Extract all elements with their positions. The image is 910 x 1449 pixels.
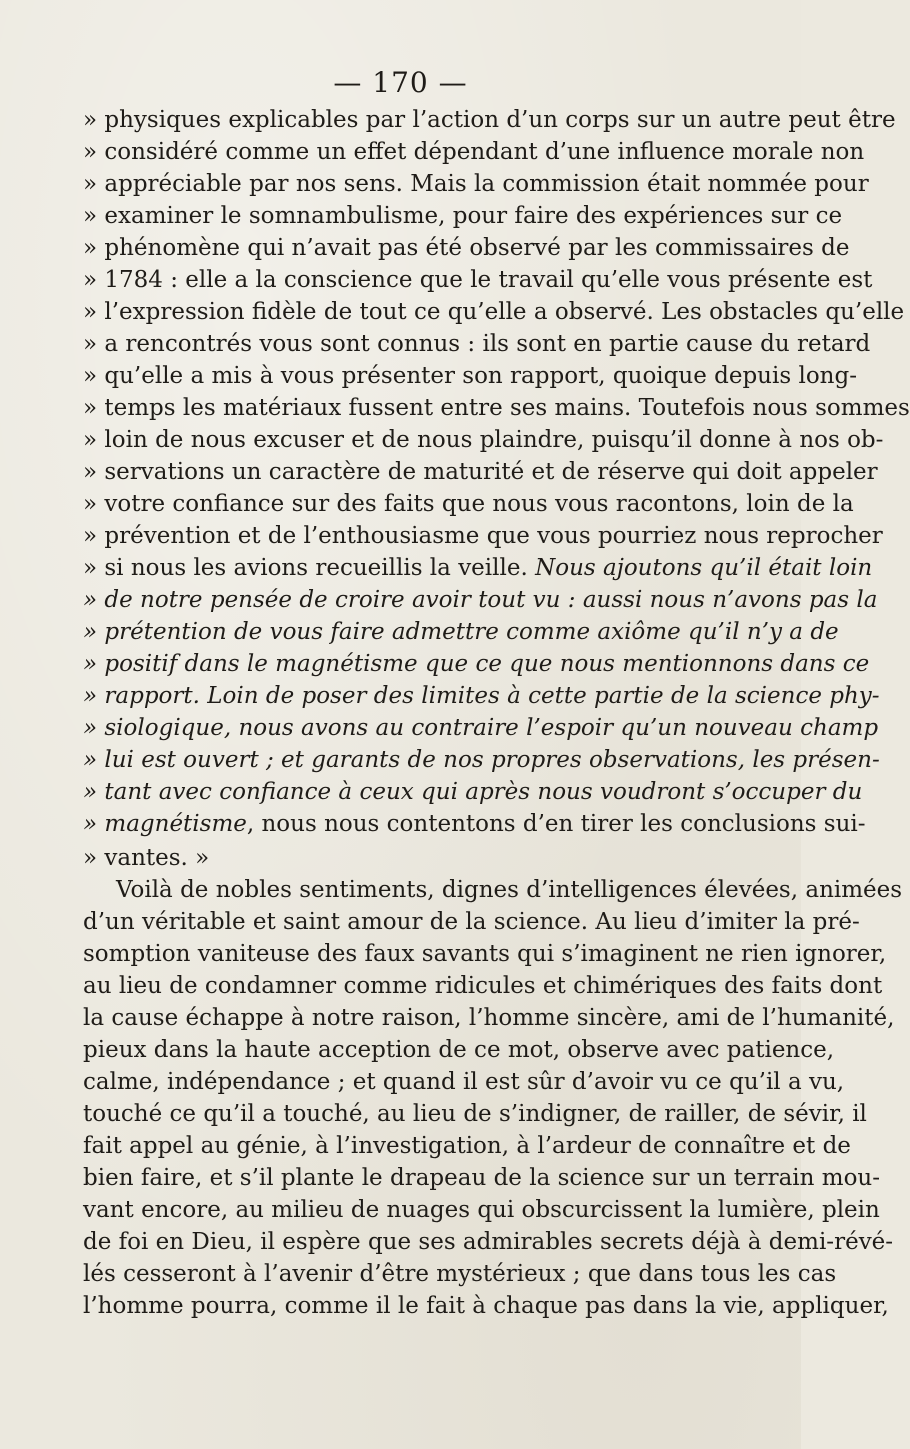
text-line: » l’expression fidèle de tout ce qu’elle a observé. Les obstacles qu’elle <box>83 299 905 325</box>
text-line: » 1784 : elle a la conscience que le travail qu’elle vous présente est <box>83 267 873 293</box>
text-line-italic: » prétention de vous faire admettre comme axiôme qu’il n’y a de <box>83 619 839 645</box>
text-line: l’homme pourra, comme il le fait à chaque pas dans la vie, appliquer, <box>83 1293 889 1319</box>
text-line: » considéré comme un effet dépendant d’une influence morale non <box>83 139 865 165</box>
text-line: Voilà de nobles sentiments, dignes d’intelligences élevées, animées <box>116 877 903 903</box>
text-line: » appréciable par nos sens. Mais la commission était nommée pour <box>83 171 869 197</box>
text-line: » temps les matériaux fussent entre ses mains. Toutefois nous sommes <box>83 395 910 421</box>
text-line: d’un véritable et saint amour de la science. Au lieu d’imiter la pré- <box>83 909 860 935</box>
page-number: — 170 — <box>333 66 468 99</box>
text-line: » qu’elle a mis à vous présenter son rapport, quoique depuis long- <box>83 363 857 389</box>
text-line: » votre confiance sur des faits que nous vous racontons, loin de la <box>83 491 854 517</box>
text-line: » prévention et de l’enthousiasme que vous pourriez nous reprocher <box>83 523 883 549</box>
text-line-italic: » tant avec confiance à ceux qui après nous voudront s’occuper du <box>83 779 863 805</box>
text-line: calme, indépendance ; et quand il est sûr d’avoir vu ce qu’il a vu, <box>83 1069 845 1095</box>
text-line-italic: » siologique, nous avons au contraire l’espoir qu’un nouveau champ <box>83 715 879 741</box>
text-line-italic: » de notre pensée de croire avoir tout vu : aussi nous n’avons pas la <box>83 587 878 613</box>
text-line: » phénomène qui n’avait pas été observé par les commissaires de <box>83 235 850 261</box>
text-line: » loin de nous excuser et de nous plaindre, puisqu’il donne à nos ob- <box>83 427 884 453</box>
text-line: » servations un caractère de maturité et de réserve qui doit appeler <box>83 459 878 485</box>
text-line: touché ce qu’il a touché, au lieu de s’indigner, de railler, de sévir, il <box>83 1101 867 1127</box>
text-line: vant encore, au milieu de nuages qui obscurcissent la lumière, plein <box>83 1197 880 1223</box>
text-line: » examiner le somnambulisme, pour faire des expériences sur ce <box>83 203 843 229</box>
roman-segment: , nous nous contentons d’en tirer les conclusions sui- <box>246 811 866 837</box>
text-line-mixed <box>83 809 866 839</box>
italic-segment: » magnétisme <box>83 811 247 837</box>
text-line: lés cesseront à l’avenir d’être mystérieux ; que dans tous les cas <box>83 1261 837 1287</box>
italic-segment: Nous ajoutons qu’il était loin <box>535 555 873 581</box>
text-line-italic: » lui est ouvert ; et garants de nos propres observations, les présen- <box>83 747 880 773</box>
text-line-italic: » rapport. Loin de poser des limites à cette partie de la science phy- <box>83 683 880 709</box>
text-line: bien faire, et s’il plante le drapeau de la science sur un terrain mou- <box>83 1165 881 1191</box>
text-line: » vantes. » <box>83 845 210 871</box>
text-line: la cause échappe à notre raison, l’homme sincère, ami de l’humanité, <box>83 1005 895 1031</box>
text-line: pieux dans la haute acception de ce mot, observe avec patience, <box>83 1037 835 1063</box>
text-line: fait appel au génie, à l’investigation, à l’ardeur de connaître et de <box>83 1133 851 1159</box>
text-line: de foi en Dieu, il espère que ses admirables secrets déjà à demi-révé- <box>83 1229 894 1255</box>
text-line-italic: » positif dans le magnétisme que ce que nous mentionnons dans ce <box>83 651 870 677</box>
text-line: somption vaniteuse des faux savants qui s’imaginent ne rien ignorer, <box>83 941 887 967</box>
text-line-mixed <box>83 553 873 583</box>
text-line: » physiques explicables par l’action d’un corps sur un autre peut être <box>83 107 896 133</box>
text-line: » a rencontrés vous sont connus : ils sont en partie cause du retard <box>83 331 871 357</box>
roman-segment: » si nous les avions recueillis la veille. <box>83 555 536 581</box>
text-line: au lieu de condamner comme ridicules et chimériques des faits dont <box>83 973 883 999</box>
